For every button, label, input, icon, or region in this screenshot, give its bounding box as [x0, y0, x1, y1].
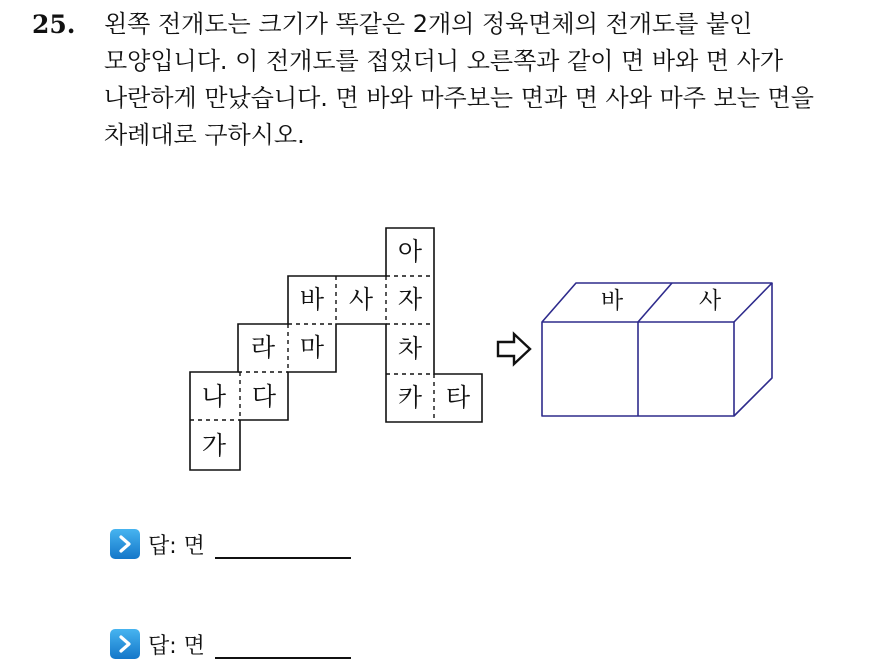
answer-blank[interactable]: [215, 529, 351, 559]
cube-top-labels: [601, 288, 722, 314]
net-face-ka: 카: [397, 383, 423, 412]
chevron-right-icon: [110, 629, 140, 659]
net-face-ga: 가: [201, 431, 227, 460]
net-face-da: 다: [251, 382, 277, 411]
net-face-ma: 마: [299, 333, 325, 362]
net-face-na: 나: [201, 382, 227, 411]
net-face-a: 아: [397, 237, 423, 266]
answer-label: 답: 면: [148, 533, 205, 559]
net-face-ja: 자: [397, 285, 423, 314]
arrow-right-icon: [498, 334, 530, 364]
answer-row-1: [110, 524, 351, 564]
net-face-ta: 타: [445, 383, 471, 412]
question-number: 25.: [32, 10, 76, 39]
answer-blank[interactable]: [215, 629, 351, 659]
cube-pair: [542, 283, 772, 416]
net-face-sa: 사: [348, 285, 374, 314]
answer-label: 답: 면: [148, 633, 205, 659]
question-line-3: 나란하게 만났습니다. 면 바와 마주보는 면과 면 사와 마주 보는 면을: [104, 84, 814, 112]
cube-net: [190, 228, 482, 470]
chevron-right-icon: [110, 529, 140, 559]
question-line-1: 왼쪽 전개도는 크기가 똑같은 2개의 정육면체의 전개도를 붙인: [104, 10, 753, 38]
net-face-ba: 바: [299, 285, 325, 314]
question-line-2: 모양입니다. 이 전개도를 접었더니 오른쪽과 같이 면 바와 면 사가: [104, 47, 784, 75]
answer-row-2: [110, 624, 351, 664]
net-face-ra: 라: [250, 333, 276, 362]
cube-top-face-ba: 바: [600, 288, 624, 314]
question-line-4: 차례대로 구하시오.: [104, 121, 305, 149]
net-face-cha: 차: [397, 334, 423, 363]
cube-top-face-sa: 사: [698, 288, 722, 314]
